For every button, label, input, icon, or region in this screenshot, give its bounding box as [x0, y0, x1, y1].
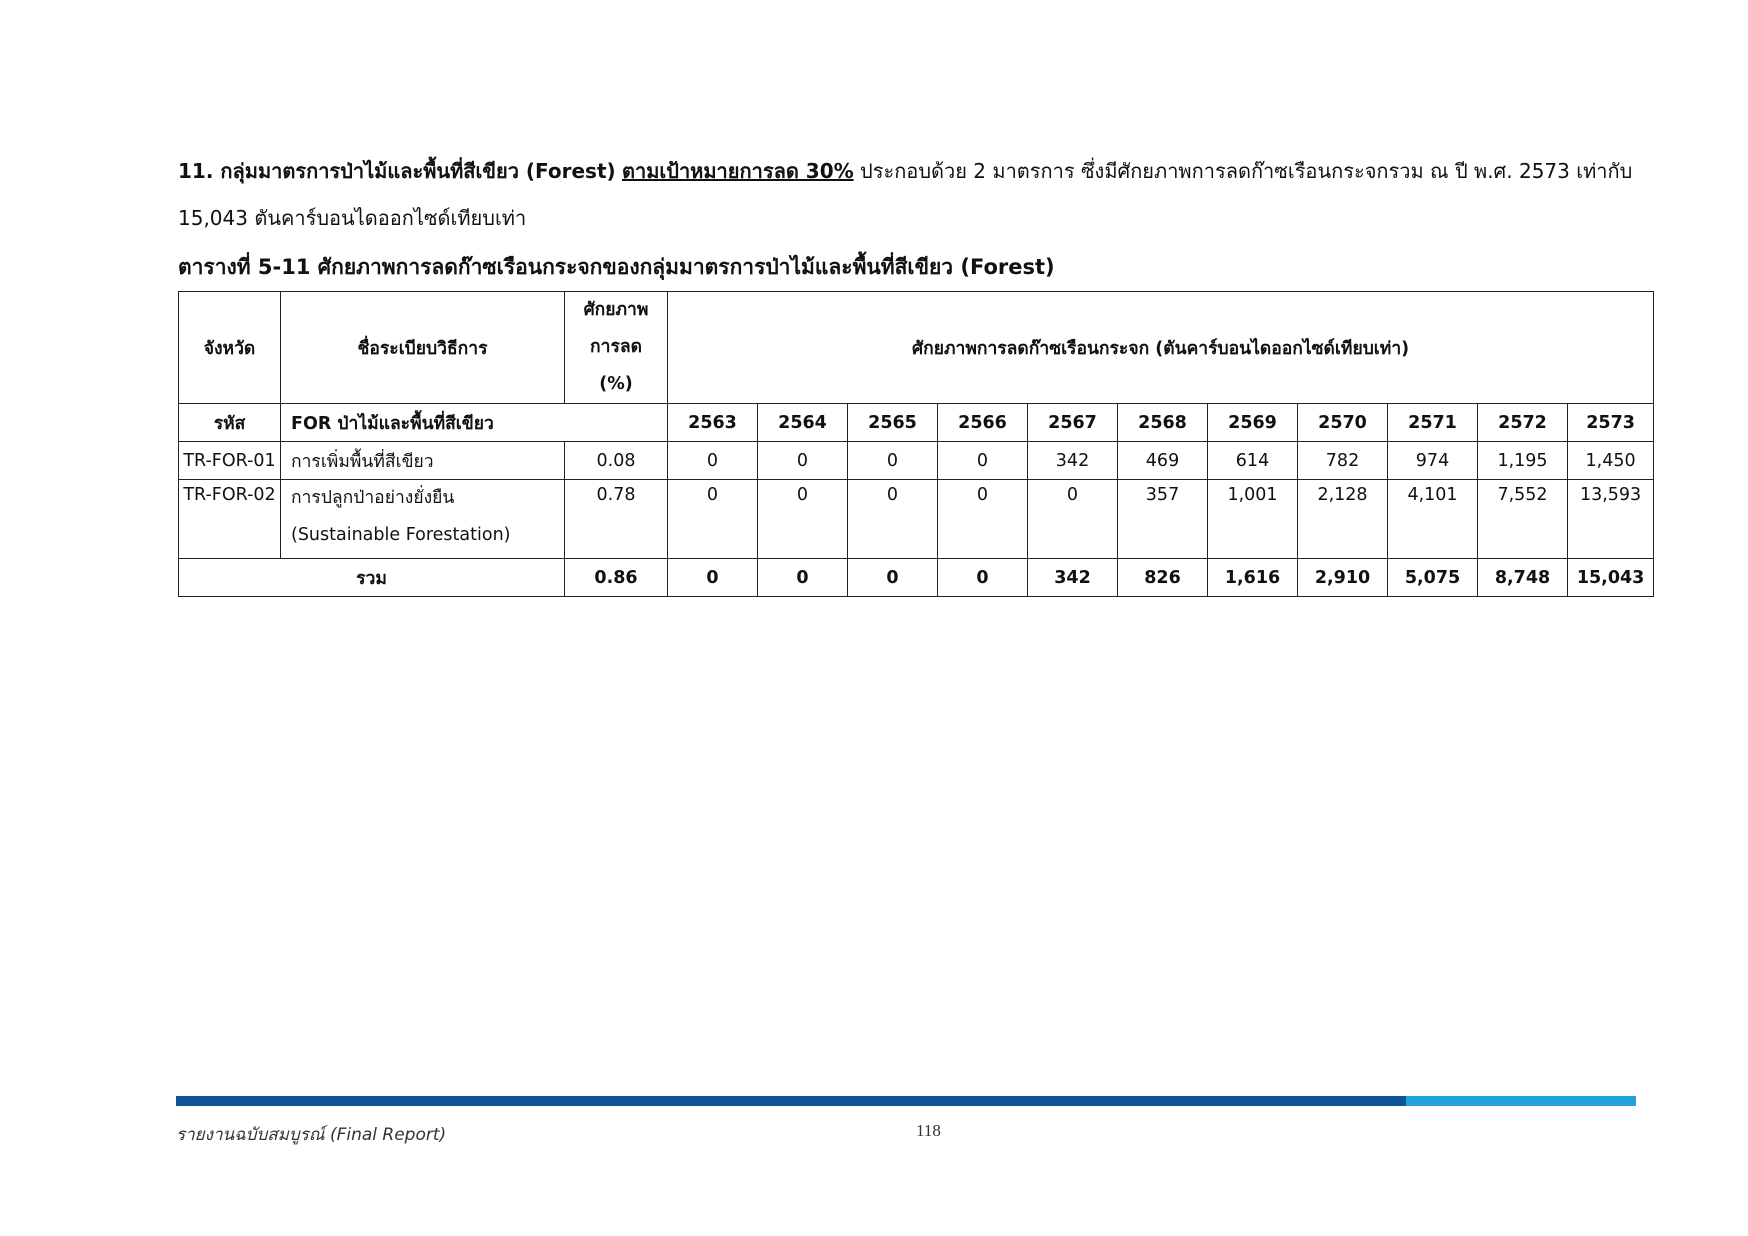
year-2565: 2565 [848, 404, 938, 442]
row-value: 0 [848, 442, 938, 480]
reduction-table [178, 291, 1654, 597]
header-method-name: ชื่อระเบียบวิธีการ [281, 292, 565, 404]
row-value: 357 [1118, 480, 1208, 559]
total-value: 0 [758, 559, 848, 597]
table-total-row [179, 559, 1654, 597]
row-value: 0 [668, 480, 758, 559]
row-pct: 0.08 [565, 442, 668, 480]
footer-bar [176, 1096, 1636, 1106]
footer-page-number: 118 [916, 1121, 941, 1140]
year-2572: 2572 [1478, 404, 1568, 442]
row-value: 4,101 [1388, 480, 1478, 559]
row-value: 0 [668, 442, 758, 480]
row-value: 2,128 [1298, 480, 1388, 559]
year-2563: 2563 [668, 404, 758, 442]
header-pct-line2: การลด [590, 337, 642, 357]
row-value: 0 [758, 480, 848, 559]
row-value: 469 [1118, 442, 1208, 480]
intro-body: ประกอบด้วย 2 มาตรการ ซึ่งมีศักยภาพการลดก๊าซเรือนกระจกรวม ณ ปี พ.ศ. 2573 เท่ากับ 15,043 ตันคาร์บอนไดออกไซด์เทียบเท่า [178, 159, 1633, 230]
table-row [179, 442, 1654, 480]
year-2573: 2573 [1568, 404, 1654, 442]
total-value: 2,910 [1298, 559, 1388, 597]
table-subheader-row [179, 404, 1654, 442]
footer-report-title: รายงานฉบับสมบูรณ์ (Final Report) [176, 1125, 447, 1145]
total-value: 0 [848, 559, 938, 597]
row-value: 782 [1298, 442, 1388, 480]
year-2570: 2570 [1298, 404, 1388, 442]
header-province: จังหวัด [179, 292, 281, 404]
row-value: 0 [938, 442, 1028, 480]
row-value: 0 [848, 480, 938, 559]
row-value: 13,593 [1568, 480, 1654, 559]
row-method-name-line2: (Sustainable Forestation) [291, 525, 511, 545]
row-pct: 0.78 [565, 480, 668, 559]
total-value: 15,043 [1568, 559, 1654, 597]
table-header-row [179, 292, 1654, 404]
year-2566: 2566 [938, 404, 1028, 442]
row-value: 1,195 [1478, 442, 1568, 480]
row-value: 0 [1028, 480, 1118, 559]
year-2567: 2567 [1028, 404, 1118, 442]
total-value: 826 [1118, 559, 1208, 597]
intro-heading: 11. กลุ่มมาตรการป่าไม้และพื้นที่สีเขียว (Forest) [178, 159, 616, 183]
total-value: 0 [668, 559, 758, 597]
row-code: TR-FOR-02 [179, 480, 281, 559]
subheader-code: รหัส [179, 404, 281, 442]
total-value: 0 [938, 559, 1028, 597]
row-value: 0 [938, 480, 1028, 559]
row-method-name [281, 480, 565, 559]
header-pct-line3: (%) [599, 374, 633, 394]
intro-target: ตามเป้าหมายการลด 30% [622, 159, 854, 183]
row-value: 1,450 [1568, 442, 1654, 480]
total-value: 5,075 [1388, 559, 1478, 597]
subheader-group: FOR ป่าไม้และพื้นที่สีเขียว [281, 404, 668, 442]
row-value: 1,001 [1208, 480, 1298, 559]
header-potential: ศักยภาพการลดก๊าซเรือนกระจก (ตันคาร์บอนไดออกไซด์เทียบเท่า) [668, 292, 1654, 404]
total-pct: 0.86 [565, 559, 668, 597]
row-value: 7,552 [1478, 480, 1568, 559]
row-value: 342 [1028, 442, 1118, 480]
table-row [179, 480, 1654, 559]
row-method-name: การเพิ่มพื้นที่สีเขียว [281, 442, 565, 480]
table-caption: ตารางที่ 5-11 ศักยภาพการลดก๊าซเรือนกระจกของกลุ่มมาตรการป่าไม้และพื้นที่สีเขียว (Forest) [178, 255, 1055, 279]
row-method-name-line1: การปลูกป่าอย่างยั่งยืน [291, 488, 455, 508]
row-value: 0 [758, 442, 848, 480]
year-2569: 2569 [1208, 404, 1298, 442]
intro-paragraph [178, 148, 1648, 242]
total-value: 342 [1028, 559, 1118, 597]
row-value: 974 [1388, 442, 1478, 480]
total-label: รวม [179, 559, 565, 597]
header-reduction-pct [565, 292, 668, 404]
footer-bar-dark [176, 1096, 1406, 1106]
header-pct-line1: ศักยภาพ [583, 300, 649, 320]
footer-bar-light [1406, 1096, 1636, 1106]
row-value: 614 [1208, 442, 1298, 480]
year-2568: 2568 [1118, 404, 1208, 442]
year-2564: 2564 [758, 404, 848, 442]
year-2571: 2571 [1388, 404, 1478, 442]
row-code: TR-FOR-01 [179, 442, 281, 480]
total-value: 8,748 [1478, 559, 1568, 597]
total-value: 1,616 [1208, 559, 1298, 597]
